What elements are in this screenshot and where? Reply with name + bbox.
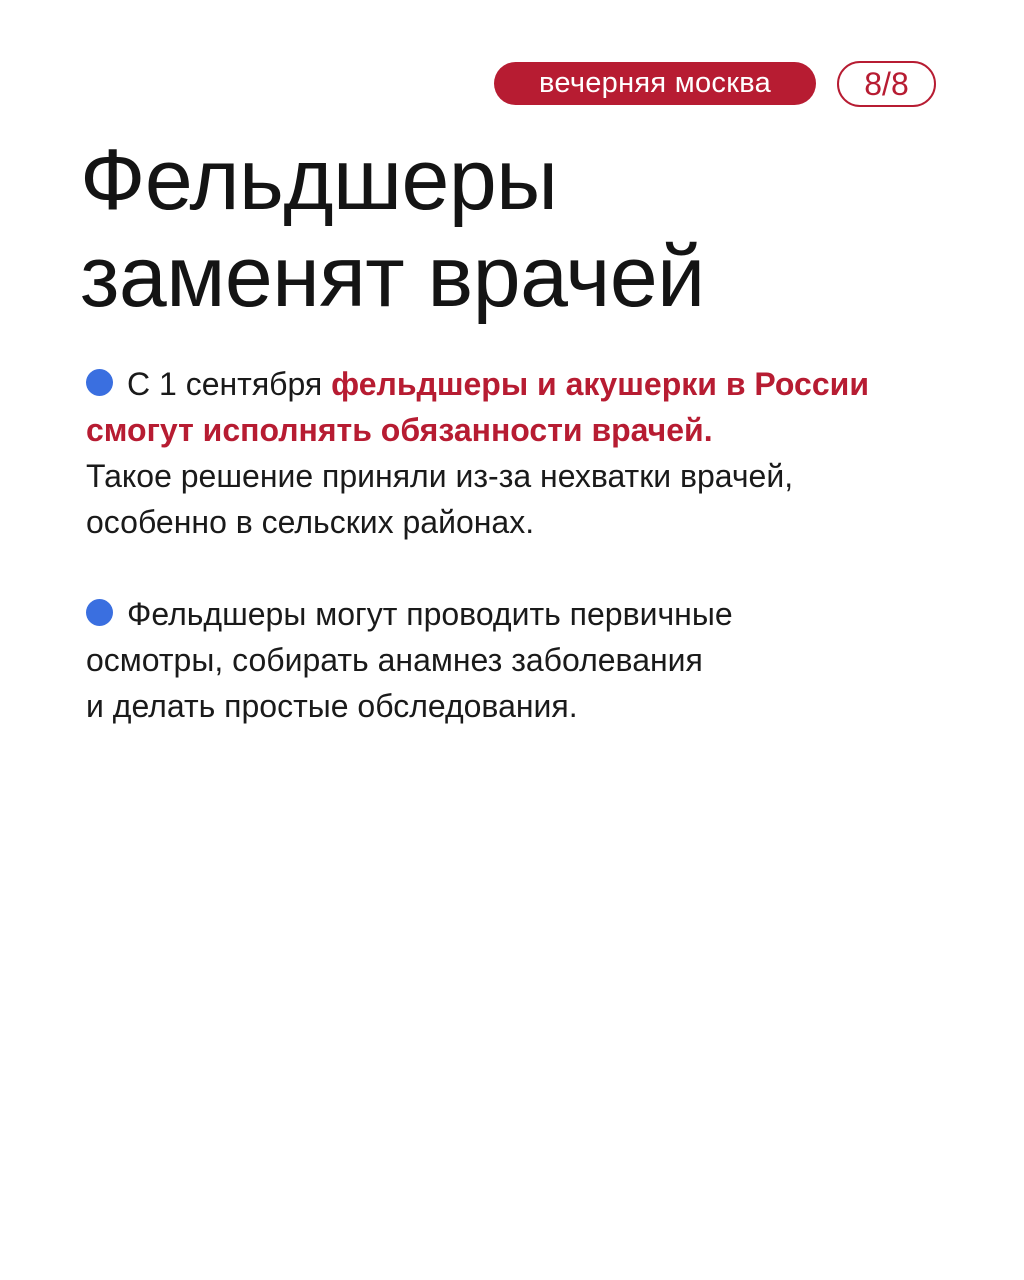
- bullet-2-line-1: Фельдшеры могут проводить первичные: [127, 596, 733, 632]
- page-counter-label: 8/8: [864, 66, 909, 102]
- brand-badge: [494, 62, 816, 105]
- page-counter: [837, 61, 936, 107]
- bullet-1-highlight-line-1: фельдшеры и акушерки в России: [331, 366, 869, 402]
- blue-dot-icon: [86, 599, 113, 626]
- page-title: [80, 132, 960, 326]
- title-line-2: заменят врачей: [80, 229, 705, 325]
- bullet-item-2: [86, 591, 956, 729]
- bullet-1-line-3: Такое решение приняли из-за нехватки врачей,: [86, 458, 794, 494]
- bullet-1-highlight-line-2: смогут исполнять обязанности врачей.: [86, 412, 713, 448]
- bullet-2-line-3: и делать простые обследования.: [86, 688, 578, 724]
- brand-name: вечерняя москва: [538, 67, 772, 99]
- blue-dot-icon: [86, 369, 113, 396]
- title-line-1: Фельдшеры: [80, 132, 558, 228]
- bullet-2-line-2: осмотры, собирать анамнез заболевания: [86, 642, 703, 678]
- bullet-item-1: [86, 361, 956, 545]
- bullet-1-lead: С 1 сентября: [127, 366, 332, 402]
- bullet-1-line-4: особенно в сельских районах.: [86, 504, 535, 540]
